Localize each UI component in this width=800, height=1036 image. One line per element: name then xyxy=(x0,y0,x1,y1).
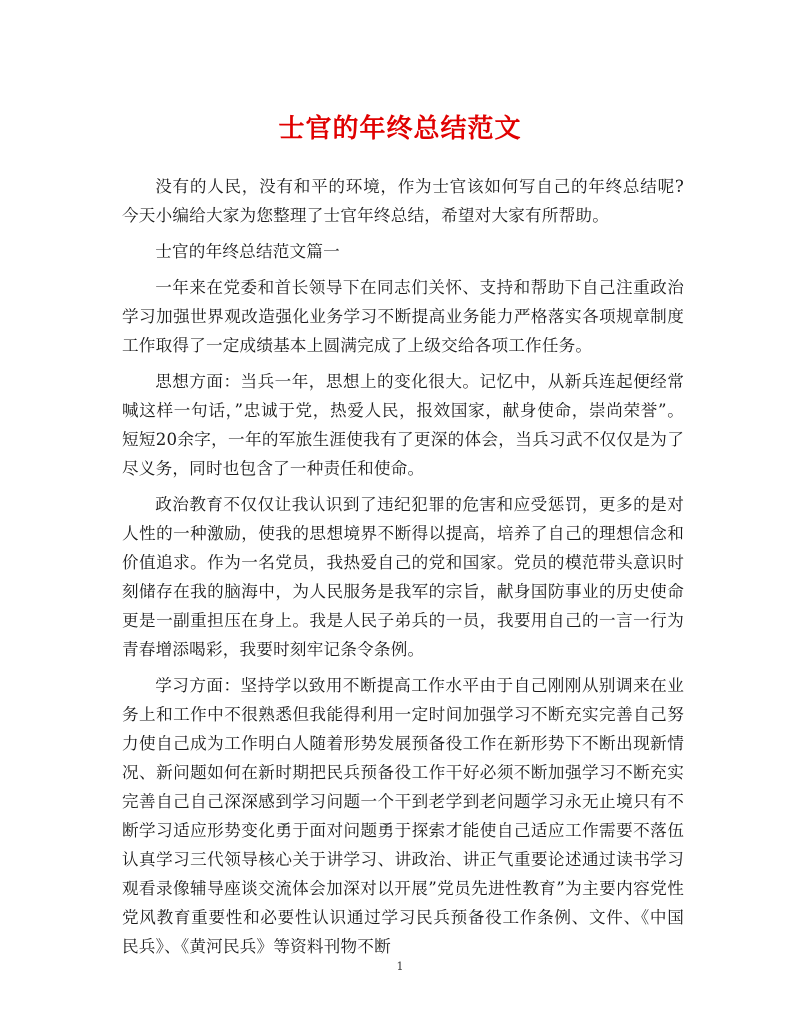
intro-paragraph: 没有的人民，没有和平的环境，作为士官该如何写自己的年终总结呢?今天小编给大家为您整理了士官年终总结，希望对大家有所帮助。 xyxy=(122,177,684,225)
body-paragraph: 一年来在党委和首长领导下在同志们关怀、支持和帮助下自己注重政治学习加强世界观改造强化业务学习不断提高业务能力严格落实各项规章制度工作取得了一定成绩基本上圆满完成了上级交给各项工作任务。 xyxy=(122,278,684,355)
document-title: 士官的年终总结范文 xyxy=(278,114,522,144)
body-paragraph: 政治教育不仅仅让我认识到了违纪犯罪的危害和应受惩罚，更多的是对人性的一种激励，使我的思想境界不断得以提高，培养了自己的理想信念和价值追求。作为一名党员，我热爱自己的党和国家。党员的模范带头意识时刻储存在我的脑海中，为人民服务是我军的宗旨，献身国防事业的历史使命更是一副重担压在身上。我是人民子弟兵的一员，我要用自己的一言一行为青春增添喝彩，我要时刻牢记条令条例。 xyxy=(122,495,684,659)
document-body xyxy=(122,172,684,968)
body-paragraph: 学习方面：坚持学以致用不断提高工作水平由于自己刚刚从别调来在业务上和工作中不很熟悉但我能得利用一定时间加强学习不断充实完善自己努力使自己成为工作明白人随着形势发展预备役工作在新形势下不断出现新情况、新问题如何在新时期把民兵预备役工作干好必须不断加强学习不断充实完善自己自己深深感到学习问题一个干到老学到老问题学习永无止境只有不断学习适应形势变化勇于面对问题勇于探索才能使自己适应工作需要不落伍认真学习三代领导核心关于讲学习、讲政治、讲正气重要论述通过读书学习观看录像辅导座谈交流体会加深对以开展”党员先进性教育”为主要内容党性党风教育重要性和必要性认识通过学习民兵预备役工作条例、文件、《中国民兵》、《黄河民兵》等资料刊物不断 xyxy=(122,676,684,956)
page-number: 1 xyxy=(396,960,404,973)
body-paragraph: 思想方面：当兵一年，思想上的变化很大。记忆中，从新兵连起便经常喊这样一句话，”忠诚于党，热爱人民，报效国家，献身使命，崇尚荣誉”。短短20余字，一年的军旅生涯使我有了更深的体会，当兵习武不仅仅是为了尽义务，同时也包含了一种责任和使命。 xyxy=(122,372,684,478)
section-heading: 士官的年终总结范文篇一 xyxy=(155,242,340,261)
